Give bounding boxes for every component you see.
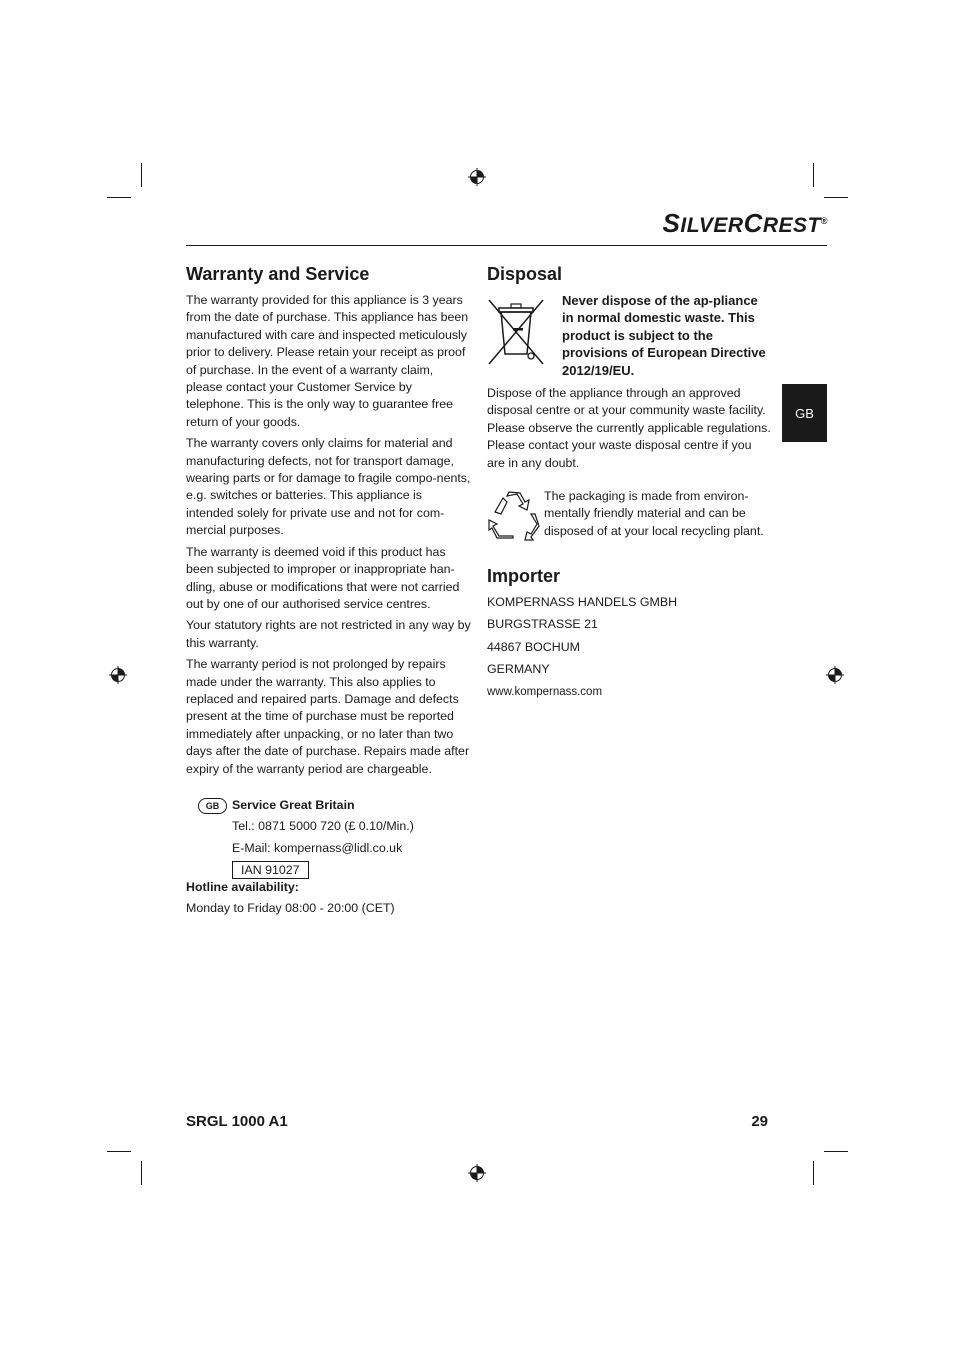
importer-title: Importer xyxy=(487,566,561,587)
registration-mark-icon xyxy=(109,666,127,684)
crop-mark xyxy=(813,1161,814,1185)
importer-website-link[interactable]: www.kompernass.com xyxy=(487,685,603,698)
warranty-title: Warranty and Service xyxy=(186,264,370,284)
packaging-text: The packaging is made from environ-mentally friendly material and can be disposed of at your local recycling plant. xyxy=(544,489,764,538)
country-badge: GB xyxy=(198,798,227,814)
hotline-block xyxy=(186,879,486,922)
footer-model-number: SRGL 1000 A1 xyxy=(186,1113,288,1130)
language-tab: GB xyxy=(782,384,827,442)
importer-line: GERMANY xyxy=(487,662,550,677)
importer-line: 44867 BOCHUM xyxy=(487,639,580,654)
crop-mark xyxy=(824,1151,848,1152)
header-rule xyxy=(186,245,827,246)
disposal-warning: Never dispose of the ap-pliance in normal domestic waste. This product is subject to the provisions of European Directive 2012/19/EU. xyxy=(562,293,766,378)
registration-mark-icon xyxy=(468,1164,486,1182)
hotline-title: Hotline availability: xyxy=(186,880,299,894)
crop-mark xyxy=(813,163,814,187)
crossed-out-wheelie-bin-icon xyxy=(487,298,545,368)
recycling-arrows-icon xyxy=(487,490,541,542)
crop-mark xyxy=(141,1161,142,1185)
service-title: Service Great Britain xyxy=(232,798,355,812)
warranty-section xyxy=(186,262,471,782)
disposal-section xyxy=(487,262,772,705)
registration-mark-icon xyxy=(826,666,844,684)
hotline-hours: Monday to Friday 08:00 - 20:00 (CET) xyxy=(186,901,395,916)
ian-box: IAN 91027 xyxy=(232,861,309,879)
disposal-text: Dispose of the appliance through an approved disposal centre or at your community waste facility. Please observe the currently applicable regulations. Please contact your waste disposal centre if you are in any doubt. xyxy=(487,386,771,470)
crop-mark xyxy=(107,197,131,198)
warranty-paragraph: The warranty provided for this appliance is 3 years from the date of purchase. This appliance has been manufactured with care and inspected meticulously prior to delivery. Please retain your receipt as proof of purchase. In the event of a warranty claim, please contact your Customer Service by telephone. This is the only way to guarantee free return of your goods. xyxy=(186,293,469,429)
importer-line: BURGSTRASSE 21 xyxy=(487,617,598,632)
crop-mark xyxy=(824,197,848,198)
importer-line: KOMPERNASS HANDELS GMBH xyxy=(487,595,678,610)
crop-mark xyxy=(141,163,142,187)
brand-logo: SILVERCREST® xyxy=(662,208,828,238)
warranty-paragraph: The warranty period is not prolonged by repairs made under the warranty. This also applies to replaced and repaired parts. Damage and defects present at the time of purchase must be reported immediately after unpacking, or no later than two days after the date of purchase. Repairs made after expiry of the warranty period are chargeable. xyxy=(186,657,470,776)
registration-mark-icon xyxy=(468,168,486,186)
service-phone: Tel.: 0871 5000 720 (£ 0.10/Min.) xyxy=(232,819,414,834)
warranty-paragraph: The warranty is deemed void if this product has been subjected to improper or inappropriate han-dling, abuse or modifications that were not carried out by one of our authorised service centres. xyxy=(186,544,460,611)
service-email: E-Mail: kompernass@lidl.co.uk xyxy=(232,840,403,855)
disposal-title: Disposal xyxy=(487,264,563,284)
crop-mark xyxy=(107,1151,131,1152)
warranty-paragraph: Your statutory rights are not restricted in any way by this warranty. xyxy=(186,618,471,650)
warranty-paragraph: The warranty covers only claims for material and manufacturing defects, not for transport damage, wearing parts or for damage to fragile compo-nents, e.g. switches or batteries. This appliance is intended solely for private use and not for com-mercial purposes. xyxy=(186,436,471,538)
page-number: 29 xyxy=(751,1113,768,1130)
